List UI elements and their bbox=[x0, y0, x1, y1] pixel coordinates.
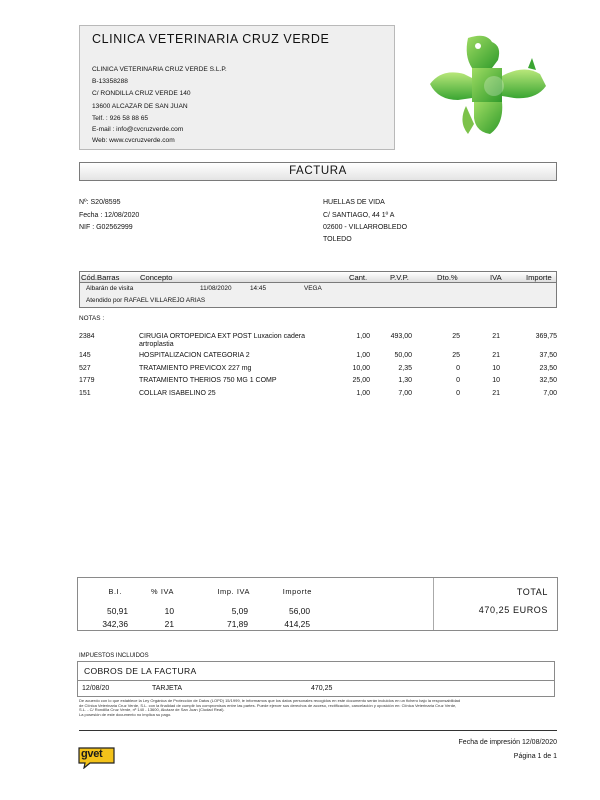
document-title: FACTURA bbox=[79, 162, 557, 181]
row-concept: TRATAMIENTO PREVICOX 227 mg bbox=[139, 365, 252, 372]
visit-date: 11/08/2020 bbox=[200, 285, 232, 292]
row-code: 1779 bbox=[79, 377, 95, 384]
row-discount: 0 bbox=[456, 377, 460, 384]
row-amount: 7,00 bbox=[543, 390, 557, 397]
payment-method: TARJETA bbox=[152, 685, 183, 692]
totals-importe: 56,00 bbox=[289, 606, 310, 616]
invoice-date: Fecha : 12/08/2020 bbox=[79, 212, 140, 219]
row-concept-cont: artroplastia bbox=[139, 341, 174, 348]
row-concept: TRATAMIENTO THERIOS 750 MG 1 COMP bbox=[139, 377, 277, 384]
totals-bi: 50,91 bbox=[107, 606, 128, 616]
company-city: 13600 ALCAZAR DE SAN JUAN bbox=[92, 103, 188, 110]
totals-pct: 21 bbox=[164, 619, 174, 629]
notes-label: NOTAS : bbox=[79, 315, 105, 322]
row-discount: 25 bbox=[452, 352, 460, 359]
col-header-amount: Importe bbox=[526, 273, 552, 282]
page-number: Página 1 de 1 bbox=[513, 753, 557, 760]
row-code: 527 bbox=[79, 365, 91, 372]
row-price: 2,35 bbox=[398, 365, 412, 372]
totals-header-importe: Importe bbox=[282, 587, 312, 596]
company-email: E-mail : info@cvcruzverde.com bbox=[92, 126, 184, 133]
row-price: 493,00 bbox=[390, 333, 412, 340]
row-vat: 10 bbox=[492, 377, 500, 384]
payment-date: 12/08/20 bbox=[82, 685, 110, 692]
print-date: Fecha de impresión 12/08/2020 bbox=[458, 739, 557, 746]
client-street: C/ SANTIAGO, 44 1º A bbox=[323, 212, 395, 219]
row-amount: 32,50 bbox=[539, 377, 557, 384]
client-city: 02600 - VILLARROBLEDO bbox=[323, 224, 408, 231]
row-price: 7,00 bbox=[398, 390, 412, 397]
total-label: TOTAL bbox=[516, 587, 548, 597]
total-value: 470,25 EUROS bbox=[478, 605, 548, 615]
totals-imp: 71,89 bbox=[227, 619, 248, 629]
row-price: 50,00 bbox=[394, 352, 412, 359]
row-concept: COLLAR ISABELINO 25 bbox=[139, 390, 216, 397]
totals-importe: 414,25 bbox=[284, 619, 310, 629]
payments-title: COBROS DE LA FACTURA bbox=[78, 662, 554, 681]
col-header-price: P.V.P. bbox=[390, 273, 409, 282]
legal-notice bbox=[79, 699, 479, 717]
col-header-vat: IVA bbox=[490, 273, 502, 282]
legal-line: De acuerdo con lo que establece la Ley Orgánica de Protección de Datos (LOPD) 15/1999, le informamos que los datos personales recogidos en este documento serán incluidos en un fichero bajo la responsabilidad bbox=[79, 698, 461, 703]
company-phone: Telf. : 926 58 88 65 bbox=[92, 115, 149, 122]
row-concept: HOSPITALIZACION CATEGORIA 2 bbox=[139, 352, 250, 359]
col-header-qty: Cant. bbox=[349, 273, 368, 282]
payments-box bbox=[77, 661, 555, 697]
row-amount: 37,50 bbox=[539, 352, 557, 359]
row-vat: 21 bbox=[492, 352, 500, 359]
totals-header-bi: B.I. bbox=[108, 587, 122, 596]
legal-line: de Clínica Veterinaria Cruz Verde, S.L. con la finalidad de cumplir los compromisos entre las partes. Puede ejercer sus derechos de acceso, rectificación, cancelación y oposición en: Clínica Veterinaria Cruz Verde, bbox=[79, 702, 457, 708]
row-vat: 10 bbox=[492, 365, 500, 372]
client-name: HUELLAS DE VIDA bbox=[323, 199, 385, 206]
clinic-title: CLINICA VETERINARIA CRUZ VERDE bbox=[92, 32, 330, 46]
row-vat: 21 bbox=[492, 333, 500, 340]
row-discount: 25 bbox=[452, 333, 460, 340]
row-qty: 1,00 bbox=[356, 390, 370, 397]
row-qty: 1,00 bbox=[356, 352, 370, 359]
col-header-discount: Dto.% bbox=[437, 273, 458, 282]
col-header-barcode: Cód.Barras bbox=[81, 273, 120, 282]
col-header-concept: Concepto bbox=[140, 273, 173, 282]
invoice-nif: NIF : G02562999 bbox=[79, 224, 133, 231]
footer-divider bbox=[79, 730, 557, 731]
row-code: 151 bbox=[79, 390, 91, 397]
clinic-header bbox=[79, 25, 395, 150]
row-discount: 0 bbox=[456, 365, 460, 372]
company-cif: B-13358288 bbox=[92, 78, 128, 85]
row-vat: 21 bbox=[492, 390, 500, 397]
totals-divider bbox=[433, 578, 434, 630]
totals-header-imp: Imp. IVA bbox=[217, 587, 250, 596]
row-price: 1,30 bbox=[398, 377, 412, 384]
totals-box bbox=[77, 577, 558, 631]
payment-amount: 470,25 bbox=[311, 685, 333, 692]
row-qty: 10,00 bbox=[352, 365, 370, 372]
row-qty: 25,00 bbox=[352, 377, 370, 384]
green-cross-animals-logo-icon bbox=[428, 28, 550, 140]
taxes-included-label: IMPUESTOS INCLUIDOS bbox=[79, 653, 149, 659]
row-discount: 0 bbox=[456, 390, 460, 397]
totals-bi: 342,36 bbox=[102, 619, 128, 629]
row-amount: 23,50 bbox=[539, 365, 557, 372]
client-province: TOLEDO bbox=[323, 236, 352, 243]
row-concept: CIRUGIA ORTOPEDICA EXT POST Luxacion cadera bbox=[139, 333, 305, 340]
gvet-logo-text: gvet bbox=[81, 748, 103, 760]
visit-time: 14:45 bbox=[250, 285, 266, 292]
lines-table-header bbox=[79, 271, 557, 283]
company-name: CLINICA VETERINARIA CRUZ VERDE S.L.P. bbox=[92, 66, 227, 73]
visit-label: Albarán de visita bbox=[86, 285, 134, 292]
row-code: 2384 bbox=[79, 333, 95, 340]
totals-header-pct: % IVA bbox=[151, 587, 174, 596]
row-qty: 1,00 bbox=[356, 333, 370, 340]
company-web: Web: www.cvcruzverde.com bbox=[92, 137, 175, 144]
legal-line: La posesión de este documento no implica su pago. bbox=[79, 711, 172, 717]
visit-attended: Atendido por RAFAEL VILLAREJO ARIAS bbox=[86, 297, 206, 304]
totals-imp: 5,09 bbox=[231, 606, 248, 616]
gvet-logo bbox=[78, 747, 115, 769]
company-street: C/ RONDILLA CRUZ VERDE 140 bbox=[92, 90, 191, 97]
invoice-number: Nº: S20/8595 bbox=[79, 199, 121, 206]
visit-box bbox=[79, 283, 557, 308]
totals-pct: 10 bbox=[164, 606, 174, 616]
visit-code: VEGA bbox=[304, 285, 322, 292]
row-amount: 369,75 bbox=[535, 333, 557, 340]
legal-line: S.L. - C/ Rondilla Cruz Verde, nº 140 - 13600, Alcázar de San Juan (Ciudad Real). bbox=[79, 707, 225, 713]
row-code: 145 bbox=[79, 352, 91, 359]
